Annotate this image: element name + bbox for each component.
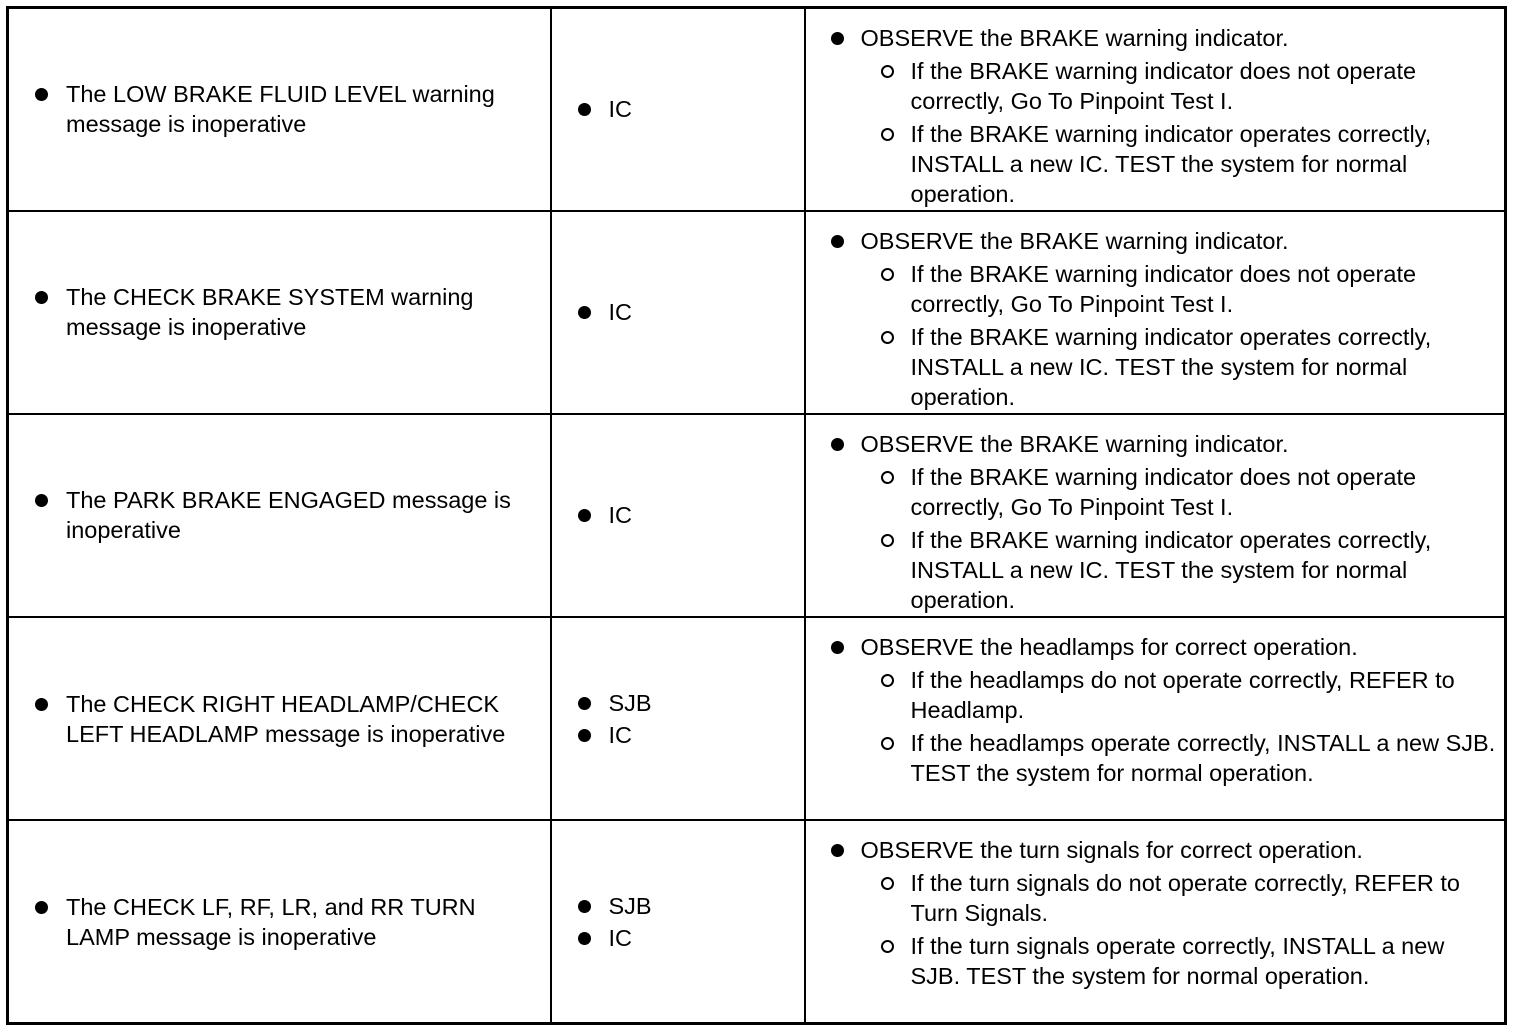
hollow-bullet-icon: [881, 331, 894, 344]
hollow-bullet-icon: [881, 737, 894, 750]
bullet-icon: [578, 509, 591, 522]
action-cell: [805, 617, 1506, 820]
action-item: OBSERVE the BRAKE warning indicator. If the BRAKE warning indicator does not operate correctly, Go To Pinpoint Test I. If the BRAKE warning indicator operates correctly, INSTALL a new IC. TEST the system for normal operation.: [806, 429, 1505, 615]
action-subitem: If the BRAKE warning indicator does not operate correctly, Go To Pinpoint Test I.: [861, 56, 1497, 116]
action-subitem: If the turn signals operate correctly, INSTALL a new SJB. TEST the system for normal operation.: [861, 931, 1497, 991]
source-cell: [551, 8, 805, 211]
table-row: [8, 617, 1506, 820]
table-row: [8, 820, 1506, 1023]
condition-cell: [8, 414, 551, 617]
action-subitem: If the BRAKE warning indicator does not operate correctly, Go To Pinpoint Test I.: [861, 259, 1497, 319]
bullet-icon: [831, 641, 844, 654]
condition-cell: [8, 617, 551, 820]
bullet-icon: [35, 494, 48, 507]
condition-item: The CHECK BRAKE SYSTEM warning message is inoperative: [9, 282, 550, 342]
condition-item: The PARK BRAKE ENGAGED message is inoperative: [9, 485, 550, 545]
action-cell: [805, 8, 1506, 211]
action-subitem: If the BRAKE warning indicator operates correctly, INSTALL a new IC. TEST the system for normal operation.: [861, 525, 1497, 615]
action-subitem: If the BRAKE warning indicator does not operate correctly, Go To Pinpoint Test I.: [861, 462, 1497, 522]
action-item: OBSERVE the BRAKE warning indicator. If the BRAKE warning indicator does not operate correctly, Go To Pinpoint Test I. If the BRAKE warning indicator operates correctly, INSTALL a new IC. TEST the system for normal operation.: [806, 226, 1505, 412]
bullet-icon: [35, 698, 48, 711]
source-cell: [551, 617, 805, 820]
bullet-icon: [35, 901, 48, 914]
hollow-bullet-icon: [881, 674, 894, 687]
bullet-icon: [578, 900, 591, 913]
source-item: SJB: [552, 688, 804, 718]
bullet-icon: [831, 235, 844, 248]
hollow-bullet-icon: [881, 128, 894, 141]
action-subitem: If the BRAKE warning indicator operates correctly, INSTALL a new IC. TEST the system for normal operation.: [861, 119, 1497, 209]
bullet-icon: [578, 306, 591, 319]
action-subitem: If the turn signals do not operate correctly, REFER to Turn Signals.: [861, 868, 1497, 928]
action-cell: [805, 820, 1506, 1023]
action-item: OBSERVE the headlamps for correct operation. If the headlamps do not operate correctly, REFER to Headlamp. If the headlamps operate correctly, INSTALL a new SJB. TEST the system for normal operation.: [806, 632, 1505, 788]
source-cell: [551, 820, 805, 1023]
table-row: [8, 414, 1506, 617]
hollow-bullet-icon: [881, 268, 894, 281]
condition-cell: [8, 820, 551, 1023]
source-cell: [551, 211, 805, 414]
bullet-icon: [578, 932, 591, 945]
action-cell: [805, 211, 1506, 414]
action-item: OBSERVE the BRAKE warning indicator. If the BRAKE warning indicator does not operate correctly, Go To Pinpoint Test I. If the BRAKE warning indicator operates correctly, INSTALL a new IC. TEST the system for normal operation.: [806, 23, 1505, 209]
action-subitem: If the BRAKE warning indicator operates correctly, INSTALL a new IC. TEST the system for normal operation.: [861, 322, 1497, 412]
bullet-icon: [831, 438, 844, 451]
hollow-bullet-icon: [881, 471, 894, 484]
source-item: IC: [552, 923, 804, 953]
bullet-icon: [35, 291, 48, 304]
hollow-bullet-icon: [881, 877, 894, 890]
bullet-icon: [831, 844, 844, 857]
condition-cell: [8, 8, 551, 211]
source-item: IC: [552, 720, 804, 750]
action-subitem: If the headlamps operate correctly, INSTALL a new SJB. TEST the system for normal operation.: [861, 728, 1497, 788]
source-item: IC: [552, 94, 804, 124]
source-cell: [551, 414, 805, 617]
bullet-icon: [578, 697, 591, 710]
source-item: IC: [552, 500, 804, 530]
hollow-bullet-icon: [881, 65, 894, 78]
bullet-icon: [831, 32, 844, 45]
hollow-bullet-icon: [881, 534, 894, 547]
bullet-icon: [578, 103, 591, 116]
action-cell: [805, 414, 1506, 617]
action-item: OBSERVE the turn signals for correct operation. If the turn signals do not operate correctly, REFER to Turn Signals. If the turn signals operate correctly, INSTALL a new SJB. TEST the system for normal operation.: [806, 835, 1505, 991]
source-item: SJB: [552, 891, 804, 921]
diagnostic-table: [6, 6, 1507, 1025]
condition-item: The CHECK RIGHT HEADLAMP/CHECK LEFT HEADLAMP message is inoperative: [9, 689, 550, 749]
source-item: IC: [552, 297, 804, 327]
hollow-bullet-icon: [881, 940, 894, 953]
bullet-icon: [35, 88, 48, 101]
table-row: [8, 211, 1506, 414]
bullet-icon: [578, 729, 591, 742]
condition-cell: [8, 211, 551, 414]
condition-item: The LOW BRAKE FLUID LEVEL warning message is inoperative: [9, 79, 550, 139]
action-subitem: If the headlamps do not operate correctly, REFER to Headlamp.: [861, 665, 1497, 725]
condition-item: The CHECK LF, RF, LR, and RR TURN LAMP message is inoperative: [9, 892, 550, 952]
table-row: [8, 8, 1506, 211]
